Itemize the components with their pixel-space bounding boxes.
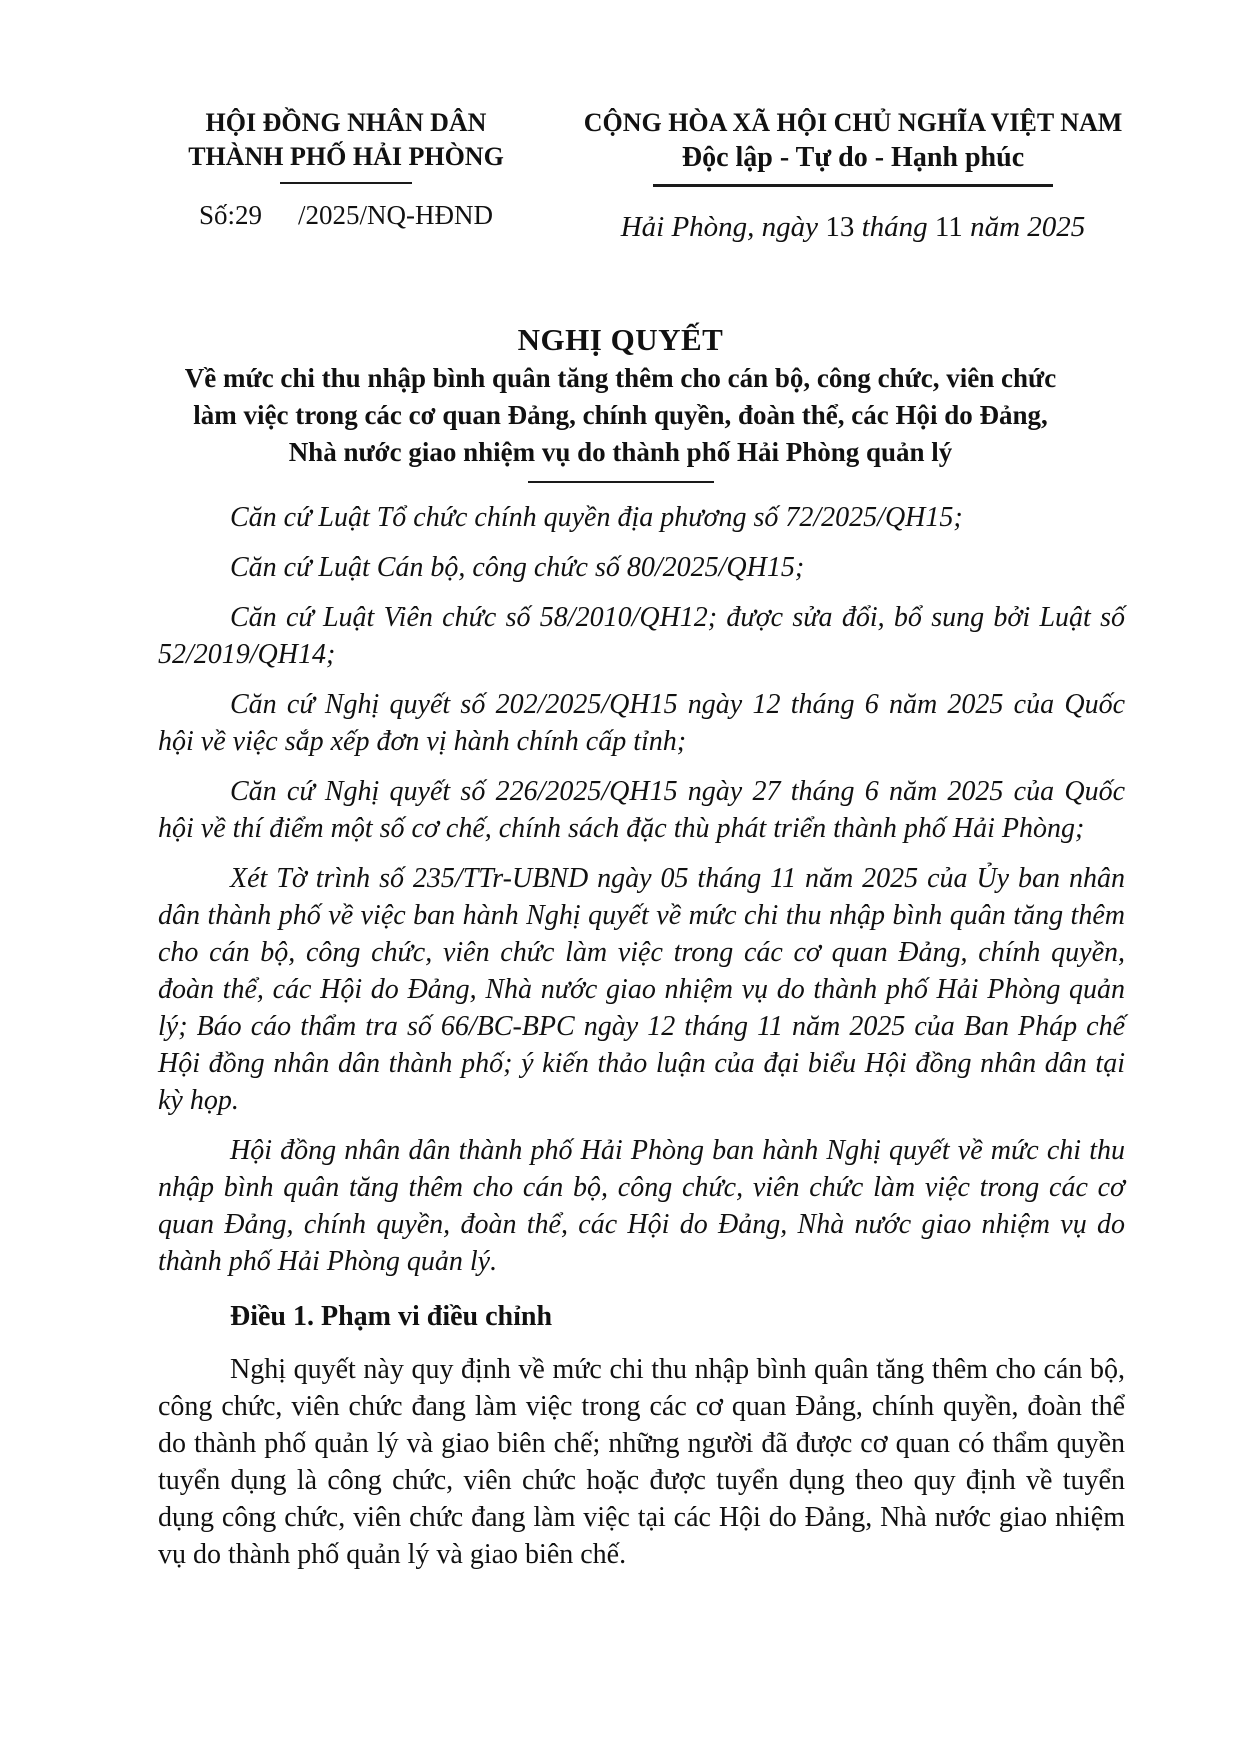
date-month-label: tháng (861, 211, 928, 243)
country-name: CỘNG HÒA XÃ HỘI CHỦ NGHĨA VIỆT NAM (583, 108, 1123, 137)
document-body (158, 499, 1125, 1573)
document-subtitle-line1: Về mức chi thu nhập bình quân tăng thêm cho cán bộ, công chức, viên chức (184, 363, 1057, 393)
recital-paragraph: Xét Tờ trình số 235/TTr-UBND ngày 05 tháng 11 năm 2025 của Ủy ban nhân dân thành phố về việc ban hành Nghị quyết về mức chi thu nhập bình quân tăng thêm cho cán bộ, công chức, viên chức làm việc trong các cơ quan Đảng, chính quyền, đoàn thể, các Hội do Đảng, Nhà nước giao nhiệm vụ do thành phố Hải Phòng quản lý; Báo cáo thẩm tra số 66/BC-BPC ngày 12 tháng 11 năm 2025 của Ban Pháp chế Hội đồng nhân dân thành phố; ý kiến thảo luận của đại biểu Hội đồng nhân dân tại kỳ họp. (158, 863, 1125, 1116)
national-motto: Độc lập - Tự do - Hạnh phúc (681, 142, 1025, 173)
document-number-suffix: /2025/NQ-HĐND (298, 200, 494, 230)
document-subtitle-line2: làm việc trong các cơ quan Đảng, chính quyền, đoàn thể, các Hội do Đảng, (193, 400, 1048, 430)
authority-name-line1: HỘI ĐỒNG NHÂN DÂN (205, 108, 487, 137)
article-1-text: Nghị quyết này quy định về mức chi thu nhập bình quân tăng thêm cho cán bộ, công chức, viên chức đang làm việc trong các cơ quan Đảng, chính quyền, đoàn thể do thành phố quản lý và giao biên chế; những người đã được cơ quan có thẩm quyền tuyển dụng là công chức, viên chức hoặc được tuyển dụng theo quy định về tuyển dụng công chức, viên chức đang làm việc tại các Hội do Đảng, Nhà nước giao nhiệm vụ do thành phố quản lý và giao biên chế. (158, 1354, 1125, 1570)
place-date-line (560, 211, 1146, 244)
document-number (160, 200, 532, 231)
document-subtitle-line3: Nhà nước giao nhiệm vụ do thành phố Hải Phòng quản lý (288, 437, 953, 467)
date-place: Hải Phòng, ngày (620, 211, 819, 243)
title-block (0, 320, 1241, 483)
title-underline (528, 481, 714, 483)
recital-paragraph: Căn cứ Nghị quyết số 226/2025/QH15 ngày 27 tháng 6 năm 2025 của Quốc hội về thí điểm một số cơ chế, chính sách đặc thù phát triển thành phố Hải Phòng; (158, 776, 1125, 844)
recital-paragraph: Căn cứ Luật Cán bộ, công chức số 80/2025/QH15; (230, 552, 805, 583)
article-1-heading: Điều 1. Phạm vi điều chỉnh (230, 1301, 553, 1332)
date-year: 2025 (1027, 211, 1086, 243)
enactment-paragraph: Hội đồng nhân dân thành phố Hải Phòng ban hành Nghị quyết về mức chi thu nhập bình quân tăng thêm cho cán bộ, công chức, viên chức làm việc trong các cơ quan Đảng, chính quyền, đoàn thể, các Hội do Đảng, Nhà nước giao nhiệm vụ do thành phố Hải Phòng quản lý. (158, 1135, 1125, 1277)
date-day: 13 (825, 211, 855, 243)
recital-paragraph: Căn cứ Nghị quyết số 202/2025/QH15 ngày 12 tháng 6 năm 2025 của Quốc hội về việc sắp xếp đơn vị hành chính cấp tỉnh; (158, 689, 1125, 757)
national-header-block (560, 106, 1146, 244)
authority-underline (280, 182, 412, 184)
recital-paragraph: Căn cứ Luật Viên chức số 58/2010/QH12; được sửa đổi, bổ sung bởi Luật số 52/2019/QH14; (158, 602, 1125, 670)
issuing-authority-block (160, 106, 532, 231)
authority-name-line2: THÀNH PHỐ HẢI PHÒNG (188, 142, 504, 171)
document-number-label: Số: (198, 200, 236, 230)
date-year-label: năm (970, 211, 1021, 243)
motto-underline (653, 184, 1053, 187)
document-type-title: NGHỊ QUYẾT (517, 322, 724, 357)
date-month: 11 (934, 211, 963, 243)
document-number-value: 29 (235, 200, 263, 230)
recital-paragraph: Căn cứ Luật Tổ chức chính quyền địa phương số 72/2025/QH15; (230, 502, 963, 533)
